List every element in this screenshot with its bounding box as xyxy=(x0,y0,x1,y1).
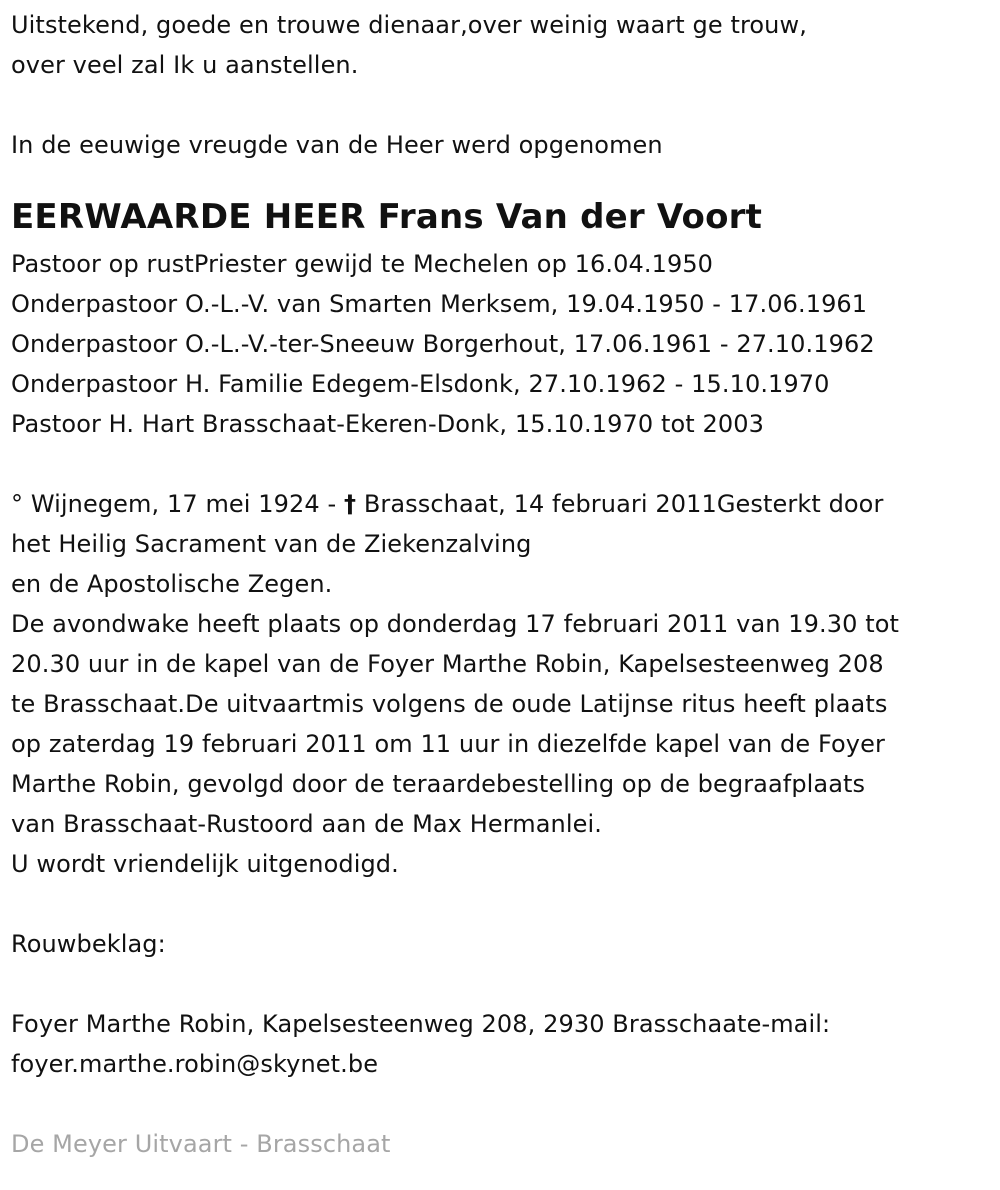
career-item: Pastoor H. Hart Brasschaat-Ekeren-Donk, 15.10.1970 tot 2003 xyxy=(11,410,764,438)
intro-announcement: In de eeuwige vreugde van de Heer werd opgenomen xyxy=(11,131,663,159)
death-info: Brasschaat, 14 februari 2011Gesterkt door xyxy=(356,490,884,518)
condolences-email-link[interactable]: foyer.marthe.robin@skynet.be xyxy=(11,1050,379,1078)
condolences-address: Foyer Marthe Robin, Kapelsesteenweg 208, 2930 Brasschaate-mail: xyxy=(11,1010,831,1038)
career-item: Onderpastoor H. Familie Edegem-Elsdonk, 27.10.1962 - 15.10.1970 xyxy=(11,370,830,398)
details-line: te Brasschaat.De uitvaartmis volgens de oude Latijnse ritus heeft plaats xyxy=(11,690,888,718)
spacer xyxy=(11,1084,986,1124)
details-text xyxy=(11,524,986,884)
intro-quote-line-1: Uitstekend, goede en trouwe dienaar,over weinig waart ge trouw, xyxy=(11,11,807,39)
career-item: Pastoor op rustPriester gewijd te Mechelen op 16.04.1950 xyxy=(11,250,714,278)
details-line: op zaterdag 19 februari 2011 om 11 uur in diezelfde kapel van de Foyer xyxy=(11,730,885,758)
spacer xyxy=(11,884,986,924)
details-line: 20.30 uur in de kapel van de Foyer Marthe Robin, Kapelsesteenweg 208 xyxy=(11,650,884,678)
birth-info: ° Wijnegem, 17 mei 1924 - xyxy=(11,490,344,518)
deceased-name: EERWAARDE HEER Frans Van der Voort xyxy=(11,197,763,237)
details-line: De avondwake heeft plaats op donderdag 17 februari 2011 van 19.30 tot xyxy=(11,610,900,638)
obituary-notice xyxy=(11,5,986,1164)
spacer xyxy=(11,444,986,484)
intro-quote-line-2: over veel zal Ik u aanstellen. xyxy=(11,51,359,79)
details-line: U wordt vriendelijk uitgenodigd. xyxy=(11,850,399,878)
career-item: Onderpastoor O.-L.-V.-ter-Sneeuw Borgerhout, 17.06.1961 - 27.10.1962 xyxy=(11,330,875,358)
career-list xyxy=(11,244,986,444)
funeral-home-footer: De Meyer Uitvaart - Brasschaat xyxy=(11,1130,391,1158)
details-line: het Heilig Sacrament van de Ziekenzalving xyxy=(11,530,532,558)
career-item: Onderpastoor O.-L.-V. van Smarten Merksem, 19.04.1950 - 17.06.1961 xyxy=(11,290,868,318)
birth-death-line xyxy=(11,484,986,524)
spacer xyxy=(11,165,986,190)
condolences-label: Rouwbeklag: xyxy=(11,930,166,958)
details-line: van Brasschaat-Rustoord aan de Max Hermanlei. xyxy=(11,810,602,838)
cross-icon: † xyxy=(344,490,357,518)
spacer xyxy=(11,964,986,1004)
details-line: en de Apostolische Zegen. xyxy=(11,570,333,598)
details-line: Marthe Robin, gevolgd door de teraardebestelling op de begraafplaats xyxy=(11,770,866,798)
spacer xyxy=(11,85,986,125)
